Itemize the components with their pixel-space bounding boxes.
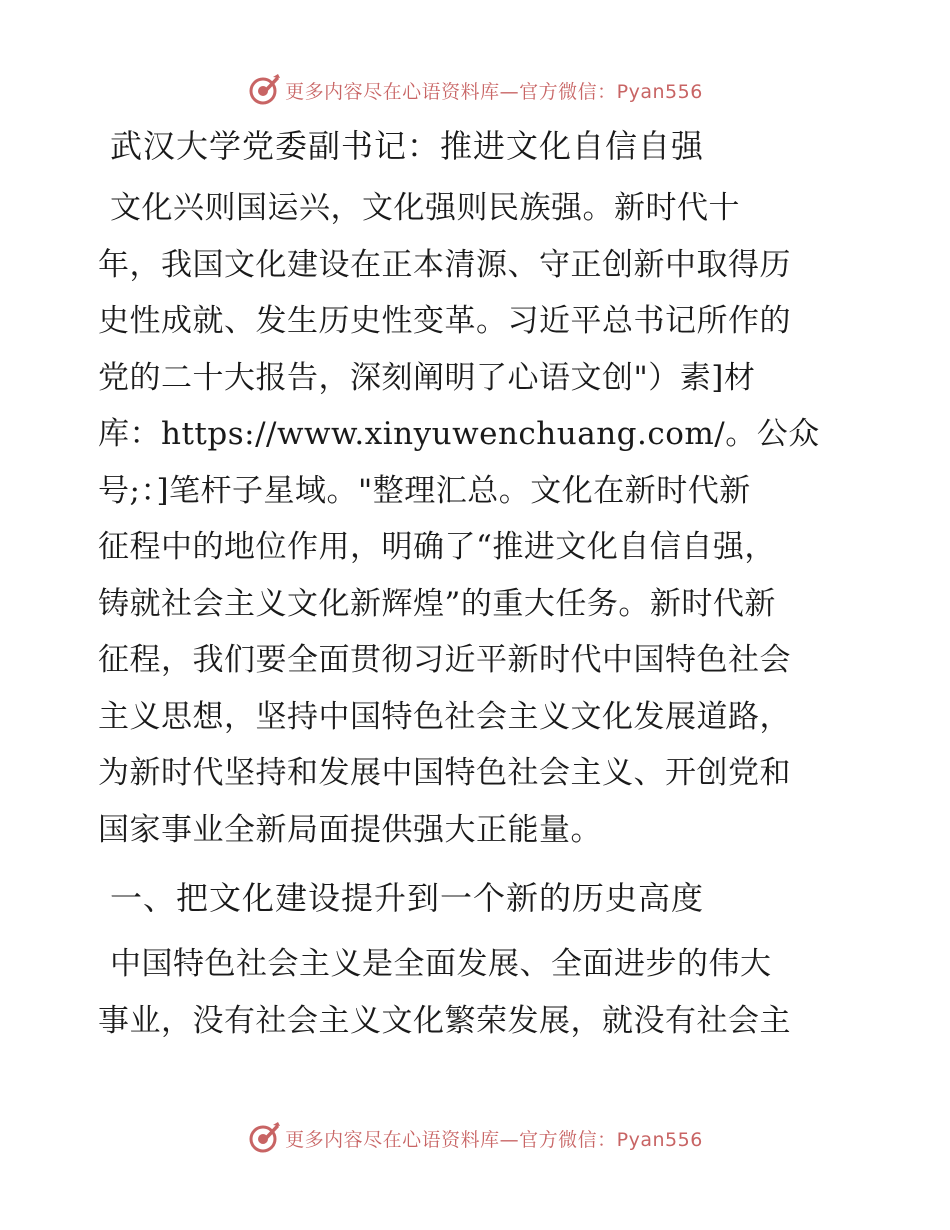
paragraph-1-line: 国家事业全新局面提供强大正能量。: [98, 811, 602, 848]
paragraph-2-line: 事业，没有社会主义文化繁荣发展，就没有社会主: [98, 1002, 791, 1039]
quill-logo-icon: [247, 73, 281, 107]
document-body: [98, 122, 858, 1049]
paragraph-1-line: 史性成就、发生历史性变革。习近平总书记所作的: [98, 303, 791, 339]
paragraph-2-line: 中国特色社会主义是全面发展、全面进步的伟大: [110, 946, 772, 982]
quill-logo-icon: [247, 1121, 281, 1155]
watermark-banner-top: [0, 70, 950, 110]
paragraph-2: [98, 936, 858, 1049]
watermark-banner-bottom: [0, 1118, 950, 1158]
paragraph-1-line: 年，我国文化建设在正本清源、守正创新中取得历: [98, 246, 791, 283]
paragraph-1-line: 号;：]笔杆子星域。"整理汇总。文化在新时代新: [98, 472, 751, 509]
paragraph-1-line: 文化兴则国运兴，文化强则民族强。新时代十: [110, 190, 740, 226]
paragraph-1-line: 征程，我们要全面贯彻习近平新时代中国特色社会: [98, 642, 791, 678]
paragraph-1-line: 铸就社会主义文化新辉煌”的重大任务。新时代新: [98, 585, 776, 622]
watermark-text: 更多内容尽在心语资料库—官方微信：Pyan556: [285, 1128, 703, 1151]
wechat-id: Pyan556: [616, 1128, 703, 1151]
watermark-text: 更多内容尽在心语资料库—官方微信：Pyan556: [285, 80, 703, 103]
paragraph-1-line: 征程中的地位作用，明确了“推进文化自信自强，: [98, 529, 776, 565]
document-title: 武汉大学党委副书记：推进文化自信自强: [110, 127, 705, 165]
wechat-id: Pyan556: [616, 80, 703, 103]
paragraph-1-line: 主义思想，坚持中国特色社会主义文化发展道路，: [98, 698, 791, 735]
paragraph-1-line: 党的二十大报告，深刻阐明了心语文创"）素]材: [98, 359, 756, 396]
paragraph-1-line: 为新时代坚持和发展中国特色社会主义、开创党和: [98, 755, 791, 791]
paragraph-1-line: 库：https://www.xinyuwenchuang.com/。公众: [98, 416, 820, 452]
section-heading: 一、把文化建设提升到一个新的历史高度: [110, 879, 705, 917]
paragraph-1: [98, 180, 858, 858]
